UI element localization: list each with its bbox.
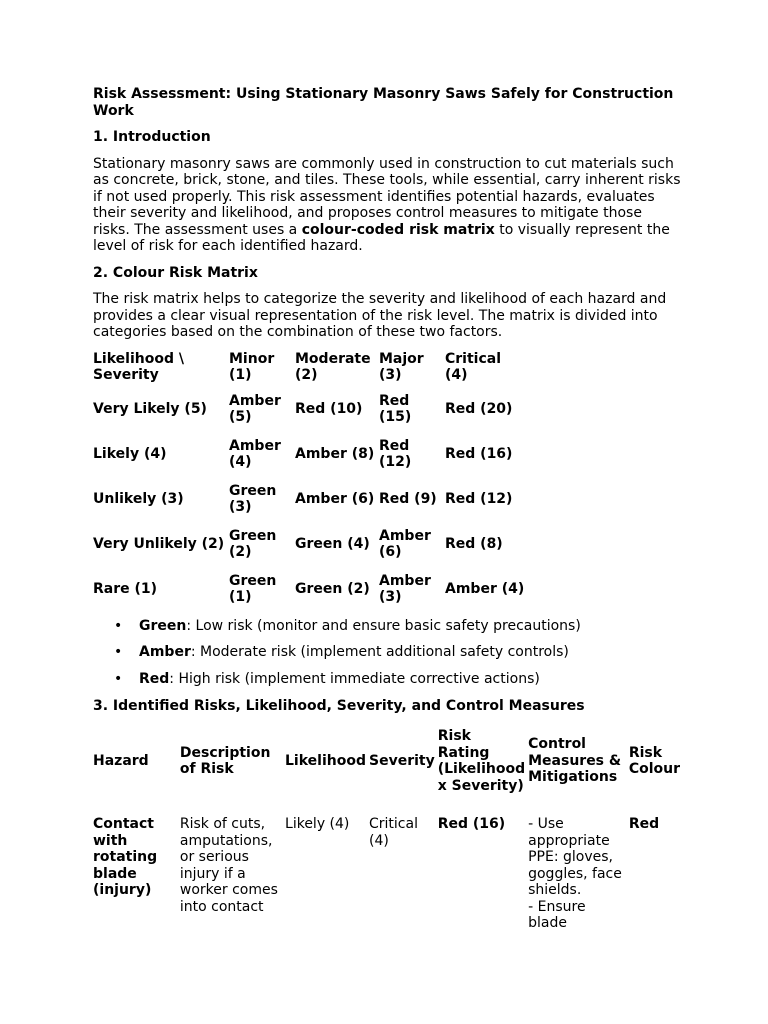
- bullet-icon: •: [114, 670, 123, 687]
- intro-text-1: Stationary masonry saws are commonly used in construction to cut materials such as concrete, brick, stone, and tiles. These tools, while essential, carry inherent risks if not used properly. This risk assessment identifies potential hazards, evaluates their severity and likelihood, and proposes control measures to mitigate those risks. The assessment uses a: [93, 155, 681, 238]
- risks-header-row: [93, 714, 683, 808]
- risk-likelihood: Likely (4): [285, 816, 350, 833]
- risks-header-cell: Risk Colour: [628, 744, 680, 778]
- risks-header-cell: Description of Risk: [179, 744, 271, 778]
- matrix-cell: Red (8): [445, 535, 503, 552]
- risk-rating: Red (16): [437, 816, 506, 833]
- matrix-cell: Green (4): [295, 535, 370, 552]
- matrix-cell: Red (12): [379, 437, 412, 470]
- matrix-header-cell: Major (3): [379, 350, 424, 383]
- risks-table: [93, 714, 683, 932]
- intro-paragraph: [93, 156, 683, 255]
- legend-term: Red: [139, 670, 170, 687]
- risk-matrix-table: [93, 351, 529, 612]
- matrix-cell: Likely (4): [93, 445, 167, 462]
- matrix-cell: Very Likely (5): [93, 400, 207, 417]
- matrix-row: [93, 432, 529, 477]
- matrix-cell: Amber (8): [295, 445, 375, 462]
- risks-heading: 3. Identified Risks, Likelihood, Severity, and Control Measures: [93, 697, 585, 714]
- risk-hazard: Contact with rotating blade (injury): [93, 816, 158, 899]
- intro-text-2: to visually represent the level of risk for each identified hazard.: [93, 221, 670, 254]
- matrix-cell: Amber (5): [229, 392, 281, 425]
- risks-header-cell: Likelihood: [285, 752, 366, 769]
- matrix-heading: 2. Colour Risk Matrix: [93, 264, 258, 281]
- risk-severity: Critical (4): [369, 816, 418, 849]
- risks-header-cell: Risk Rating (Likelihood x Severity): [437, 728, 526, 794]
- risks-header-cell: Hazard: [93, 752, 149, 769]
- matrix-cell: Amber (4): [229, 437, 281, 470]
- legend-desc: : Low risk (monitor and ensure basic safety precautions): [186, 617, 581, 634]
- matrix-cell: Red (9): [379, 490, 437, 507]
- legend-term: Amber: [139, 644, 191, 661]
- matrix-cell: Green (3): [229, 482, 277, 515]
- matrix-header-cell: Moderate (2): [295, 350, 371, 383]
- matrix-row: [93, 387, 529, 432]
- legend-term: Green: [139, 617, 187, 634]
- legend-item-green: [93, 618, 683, 645]
- risk-legend-list: [93, 618, 683, 698]
- matrix-row: [93, 567, 529, 612]
- risks-row: [93, 808, 683, 932]
- risks-header-cell: Control Measures & Mitigations: [528, 736, 622, 786]
- matrix-row: [93, 522, 529, 567]
- matrix-row: [93, 477, 529, 522]
- matrix-cell: Red (16): [445, 445, 513, 462]
- matrix-cell: Green (2): [295, 580, 370, 597]
- risk-colour: Red: [628, 816, 660, 833]
- legend-item-red: [93, 671, 683, 698]
- matrix-cell: Red (15): [379, 392, 412, 425]
- matrix-paragraph: The risk matrix helps to categorize the severity and likelihood of each hazard and provides a clear visual representation of the risk level. The matrix is divided into categories based on the combination of these two factors.: [93, 291, 667, 340]
- matrix-cell: Green (1): [229, 572, 277, 605]
- bullet-icon: •: [114, 644, 123, 661]
- intro-heading: 1. Introduction: [93, 129, 211, 145]
- matrix-header-cell: Critical (4): [445, 350, 502, 383]
- matrix-cell: Green (2): [229, 527, 277, 560]
- matrix-cell: Red (12): [445, 490, 513, 507]
- matrix-cell: Unlikely (3): [93, 490, 184, 507]
- matrix-cell: Amber (6): [295, 490, 375, 507]
- control-measure: - Use appropriate PPE: gloves, goggles, face shields.: [528, 816, 622, 899]
- bullet-icon: •: [114, 617, 123, 634]
- document-title: Risk Assessment: Using Stationary Masonry Saws Safely for Construction Work: [93, 86, 674, 119]
- matrix-header-cell: Minor (1): [229, 350, 275, 383]
- matrix-cell: Amber (4): [445, 580, 525, 597]
- matrix-cell: Red (20): [445, 400, 513, 417]
- intro-bold-text: colour-coded risk matrix: [301, 221, 495, 238]
- matrix-cell: Red (10): [295, 400, 363, 417]
- risk-description: Risk of cuts, amputations, or serious injury if a worker comes into contact: [179, 816, 278, 915]
- control-measure: - Ensure blade: [528, 898, 586, 932]
- matrix-cell: Amber (3): [379, 572, 431, 605]
- legend-item-amber: [93, 644, 683, 671]
- risks-header-cell: Severity: [369, 752, 435, 769]
- matrix-header-cell: Likelihood \ Severity: [93, 350, 184, 383]
- matrix-cell: Amber (6): [379, 527, 431, 560]
- matrix-cell: Very Unlikely (2): [93, 535, 225, 552]
- matrix-cell: Rare (1): [93, 580, 158, 597]
- legend-desc: : High risk (implement immediate corrective actions): [169, 670, 540, 687]
- document-content: [93, 86, 683, 932]
- legend-desc: : Moderate risk (implement additional safety controls): [190, 644, 569, 661]
- matrix-header-row: [93, 351, 529, 387]
- risk-controls: [528, 808, 629, 932]
